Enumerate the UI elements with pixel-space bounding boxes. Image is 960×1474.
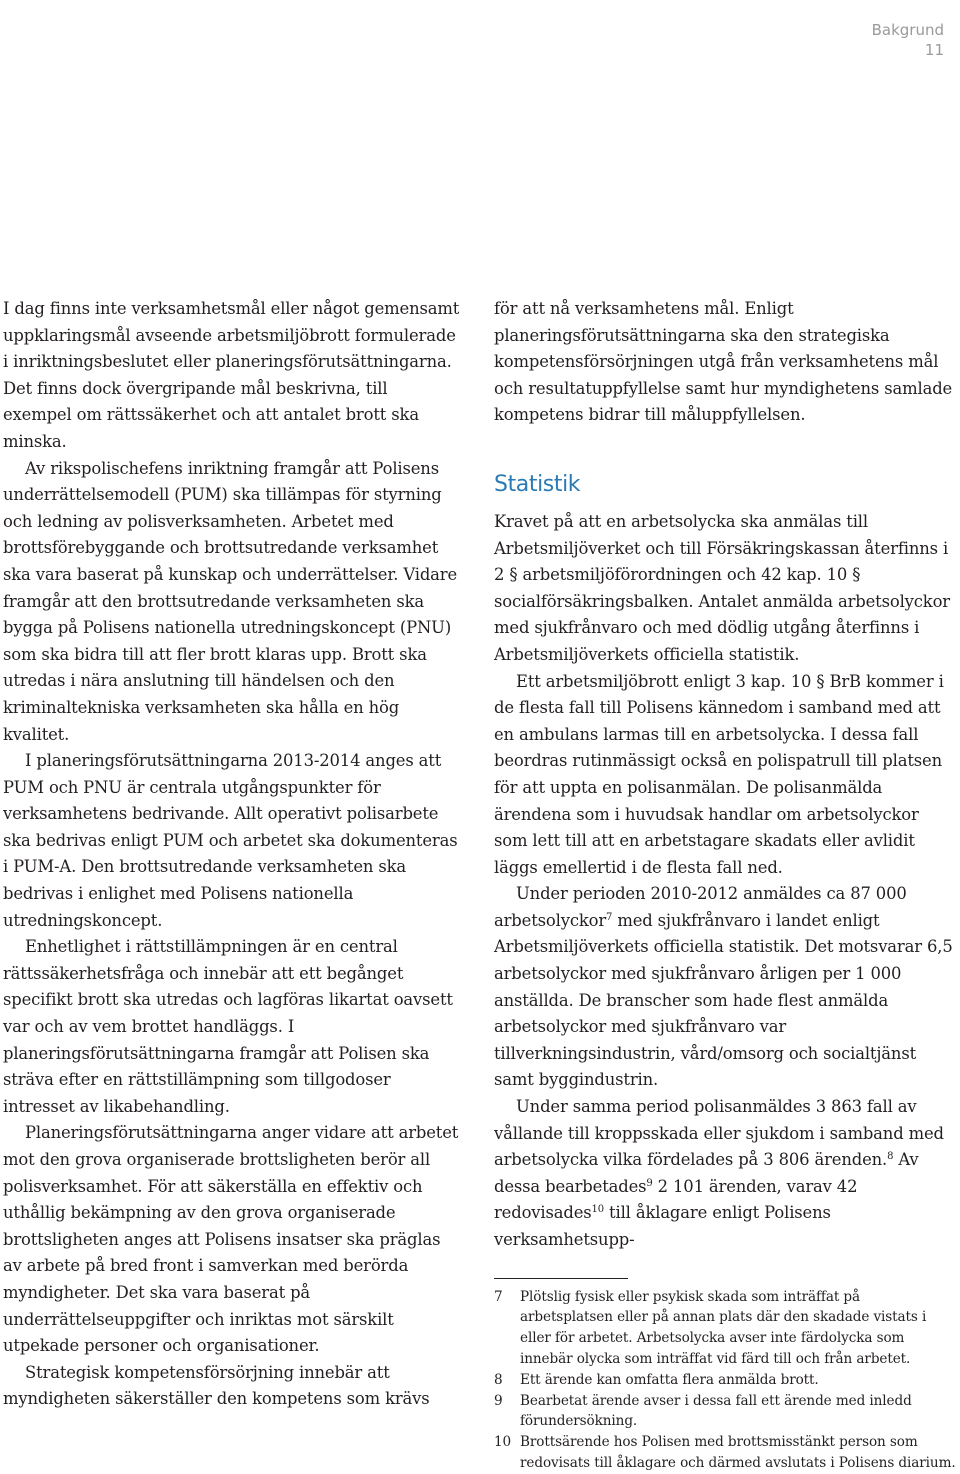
footnote (494, 1432, 956, 1474)
footnote-number: 10 (494, 1434, 512, 1451)
footnote-ref[interactable]: 9 (646, 1177, 653, 1189)
footnote (494, 1370, 956, 1391)
footnote (494, 1391, 956, 1433)
text-run: till åklagare enligt Polisens verksamhetsupp- (494, 1203, 831, 1249)
footnote-number: 8 (494, 1371, 503, 1388)
section-title: Bakgrund (871, 21, 944, 39)
paragraph: I planeringsförutsättningarna 2013-2014 anges att PUM och PNU är centrala utgångspunkter för verksamhetens bedrivande. Allt operativt polisarbete ska bedrivas enligt PUM och arbetet ska dokumenteras i PUM-A. Den brottsutredande verksamheten ska bedrivas i enlighet med Polisens nationella utredningskoncept. (3, 751, 458, 930)
footnote-text: Ett ärende kan omfatta flera anmälda brott. (520, 1371, 819, 1388)
text-run: 2 101 ärenden, varav 42 redovisades (494, 1176, 858, 1223)
section-heading: Statistik (494, 471, 581, 497)
text-run: Under perioden 2010-2012 anmäldes ca 87 000 arbetsolyckor (494, 884, 907, 930)
paragraph: I dag finns inte verksamhetsmål eller något gemensamt uppklaringsmål avseende arbetsmiljöbrott formulerade i inriktningsbeslutet eller planeringsförutsättningarna. Det finns dock övergripande mål beskrivna, till exempel om rättssäkerhet och att antalet brott ska minska. (3, 299, 460, 451)
footnote-number: 7 (494, 1288, 503, 1305)
paragraph: för att nå verksamhetens mål. Enligt planeringsförutsättningarna ska den strategiska kompetensförsörjningen utgå från verksamhetens mål och resultatuppfyllelse samt hur myndighetens samlade kompetens bidrar till måluppfyllelsen. (494, 299, 953, 425)
paragraph: Strategisk kompetensförsörjning innebär att myndigheten säkerställer den kompetens som krävs (3, 1362, 430, 1409)
footnote-text: Bearbetat ärende avser i dessa fall ett ärende med inledd förundersökning. (520, 1392, 912, 1430)
paragraph: Enhetlighet i rättstillämpningen är en central rättssäkerhetsfråga och innebär att ett begånget specifikt brott ska utredas och lagföras likartat oavsett var och av vem brottet handläggs. I planeringsförutsättningarna framgår att Polisen ska sträva efter en rättstillämpning som tillgodoser intresset av likabehandling. (3, 937, 453, 1116)
paragraph: Av rikspolischefens inriktning framgår att Polisens underrättelsemodell (PUM) ska tillämpas för styrning och ledning av polisverksamheten. Arbetet med brottsförebyggande och brottsutredande verksamhet ska vara baserat på kunskap och underrättelser. Vidare framgår att den brottsutredande verksamheten ska bygga på Polisens nationella utredningskoncept (PNU) som ska bidra till att fler brott klaras upp. Brott ska utredas i nära anslutning till händelsen och den kriminaltekniska verksamheten ska hålla en hög kvalitet. (3, 458, 458, 744)
footnote (494, 1287, 956, 1370)
paragraph: Ett arbetsmiljöbrott enligt 3 kap. 10 § BrB kommer i de flesta fall till Polisens kännedom i samband med att en ambulans larmas till en arbetsolycka. I dessa fall beordras rutinmässigt också en polispatrull till platsen för att uppta en polisanmälan. De polisanmälda ärendena som i huvudsak handlar om arbetsolyckor som lett till att en arbetstagare skadats eller avlidit läggs emellertid i de flesta fall ned. (494, 671, 944, 877)
footnote-divider (494, 1278, 628, 1279)
right-column (494, 296, 956, 1474)
text-run: med sjukfrånvaro i landet enligt Arbetsmiljöverkets officiella statistik. Det motsvarar 6,5 arbetsolyckor med sjukfrånvaro årligen per 1 000 anställda. De branscher som hade flest anmälda arbetsolyckor med sjukfrånvaro var tillverkningsindustrin, vård/omsorg och socialtjänst samt byggindustrin. (494, 910, 953, 1090)
page-number: 11 (924, 41, 944, 59)
text-run: Under samma period polisanmäldes 3 863 fall av vållande till kroppsskada eller sjukdom i samband med arbetsolycka vilka fördelades på 3 806 ärenden. (494, 1097, 944, 1170)
paragraph: Planeringsförutsättningarna anger vidare att arbetet mot den grova organiserade brottsligheten berör all polisverksamhet. För att säkerställa en effektiv och uthållig bekämpning av den grova organiserade brottsligheten anges att Polisens insatser ska präglas av arbete på bred front i samverkan med berörda myndigheter. Det ska vara baserat på underrättelseuppgifter och inriktas mot särskilt utpekade personer och organisationer. (3, 1123, 459, 1356)
running-head (872, 20, 944, 60)
paragraph: Kravet på att en arbetsolycka ska anmälas till Arbetsmiljöverket och till Försäkringskassan återfinns i 2 § arbetsmiljöförordningen och 42 kap. 10 § socialförsäkringsbalken. Antalet anmälda arbetsolyckor med sjukfrånvaro och med dödlig utgång återfinns i Arbetsmiljöverkets officiella statistik. (494, 511, 950, 664)
footnote-ref[interactable]: 7 (606, 911, 613, 923)
paragraph (494, 1094, 956, 1254)
text-run: Av dessa bearbetades (494, 1150, 919, 1196)
paragraph (494, 881, 956, 1094)
footnotes (494, 1287, 956, 1474)
footnote-text: Plötslig fysisk eller psykisk skada som inträffat på arbetsplatsen eller på annan plats där den skadade vistats i eller för arbetet. Arbetsolycka avser inte färdolycka som innebär olycka som inträffat vid färd till och från arbetet. (520, 1288, 927, 1367)
footnote-text: Brottsärende hos Polisen med brottsmisstänkt person som redovisats till åklagare och därmed avslutats i Polisens diarium. (520, 1434, 956, 1471)
footnote-number: 9 (494, 1392, 503, 1409)
footnote-ref[interactable]: 10 (591, 1204, 604, 1216)
footnote-ref[interactable]: 8 (887, 1151, 894, 1163)
left-column (3, 296, 461, 1413)
